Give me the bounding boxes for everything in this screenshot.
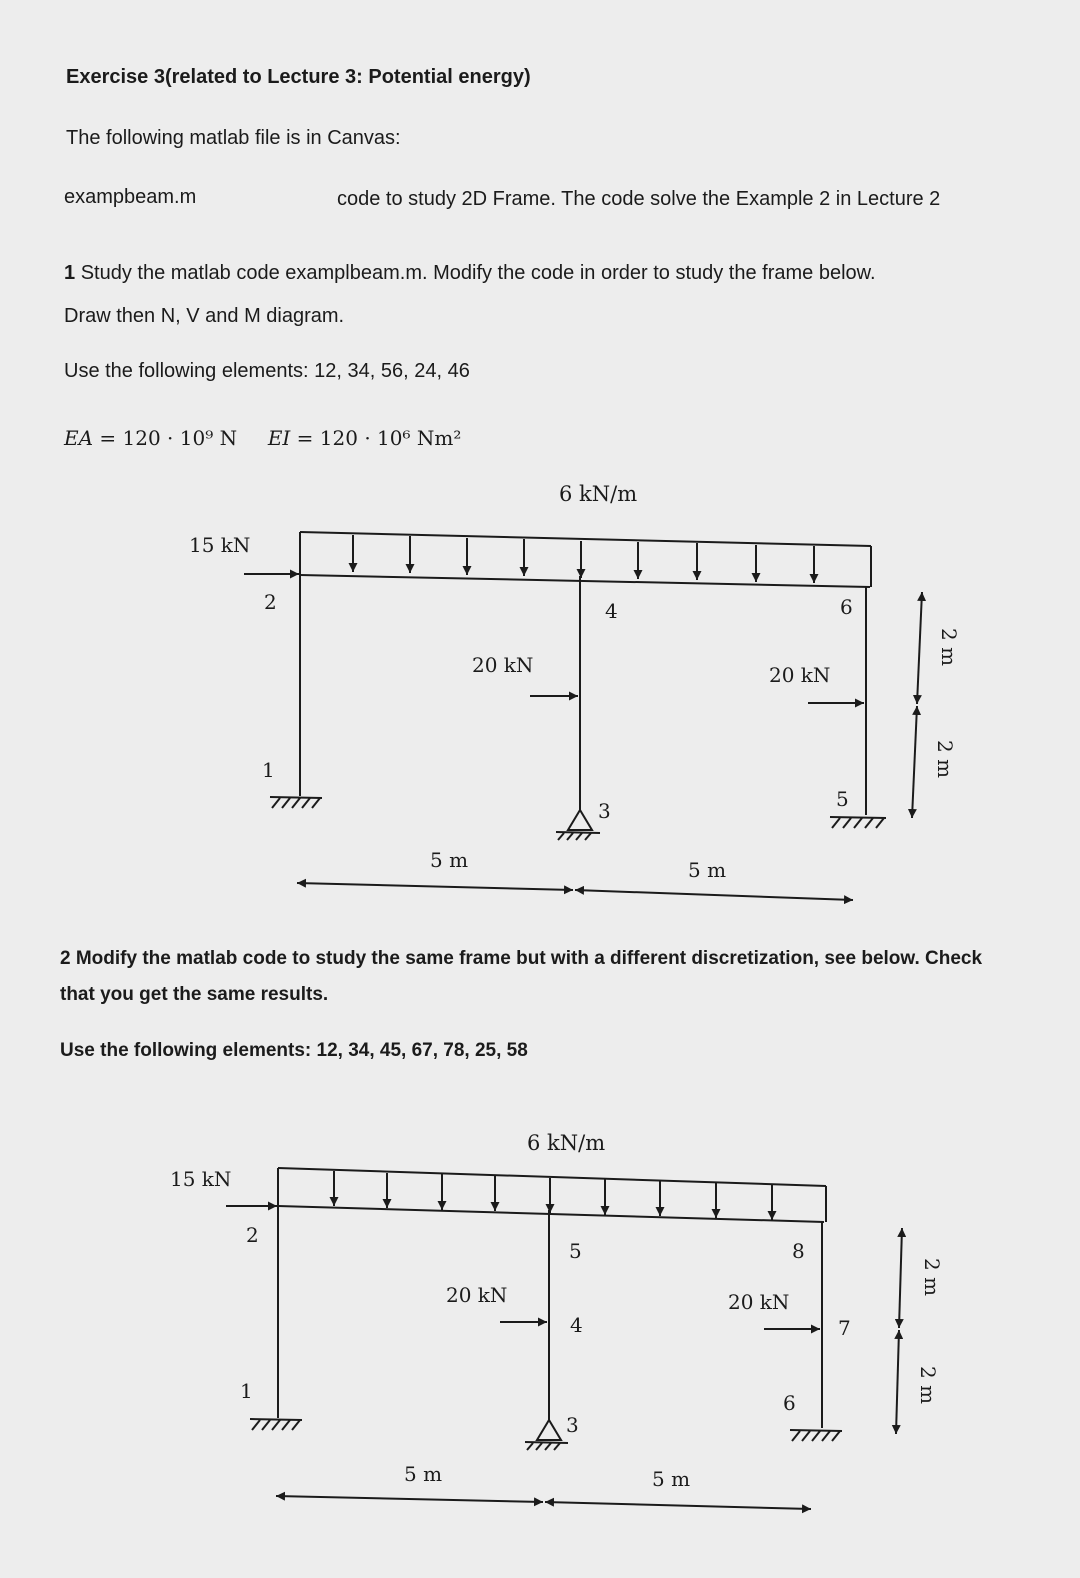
fig2-15kn-label: 15 kN [170, 1167, 232, 1191]
task1-number: 1 [64, 262, 76, 284]
fig1-height-top-label: 2 m [937, 628, 961, 667]
ei-symbol: EI [267, 426, 291, 450]
fig2-span-right-label: 5 m [652, 1467, 691, 1491]
fig1-span-left-label: 5 m [430, 848, 469, 872]
task2-text: Modify the matlab code to study the same frame but with a different discretization, see below. Check [75, 948, 983, 969]
fig2-pin-support-middle [525, 1420, 568, 1450]
exercise-title: Exercise 3(related to Lecture 3: Potential energy) [66, 66, 531, 88]
fig1-node-2: 2 [264, 590, 277, 614]
fig1-15kn-label: 15 kN [189, 533, 251, 557]
fig1-span-right-label: 5 m [688, 858, 727, 882]
fig2-20kn-right-label: 20 kN [728, 1290, 790, 1314]
file-description: code to study 2D Frame. The code solve the Example 2 in Lecture 2 [337, 188, 941, 210]
task2-line2: that you get the same results. [60, 984, 329, 1005]
fig2-span-left-label: 5 m [404, 1462, 443, 1486]
task1-line2: Draw then N, V and M diagram. [64, 305, 345, 327]
fig1-height-bottom-label: 2 m [933, 740, 957, 779]
fig1-udl-label: 6 kN/m [559, 482, 638, 506]
fig1-node-4: 4 [605, 599, 618, 623]
fig1-node-1: 1 [262, 758, 275, 782]
fig2-span-left-dim [276, 1496, 543, 1502]
fig2-span-right-dim [545, 1502, 811, 1509]
fig2-height-bottom-dim [896, 1330, 899, 1434]
task1-elements: Use the following elements: 12, 34, 56, 24, 46 [64, 360, 470, 382]
fig2-height-bottom-label: 2 m [916, 1366, 940, 1405]
fig2-node-1: 1 [240, 1379, 253, 1403]
fig2-20kn-left-label: 20 kN [446, 1283, 508, 1307]
fig2-height-top-label: 2 m [920, 1258, 944, 1297]
fig2-node-2: 2 [246, 1223, 259, 1247]
fig2-udl-label: 6 kN/m [527, 1131, 606, 1155]
intro-text: The following matlab file is in Canvas: [66, 127, 401, 149]
fig2-fixed-support-left [250, 1419, 302, 1430]
fig2-node-7: 7 [838, 1316, 851, 1340]
fig2-height-top-dim [899, 1228, 902, 1328]
fig2-node-8: 8 [792, 1239, 805, 1263]
fig1-node-6: 6 [840, 595, 853, 619]
ea-value: = 120 · 10⁹ N [99, 426, 238, 450]
fig2-node-5: 5 [569, 1239, 582, 1263]
fig2-distributed-load-arrows [334, 1171, 772, 1220]
fig2-node-4: 4 [570, 1313, 583, 1337]
fig1-node-5: 5 [836, 787, 849, 811]
fig2-node-6: 6 [783, 1391, 796, 1415]
ea-symbol: EA [64, 426, 94, 450]
ei-value: = 120 · 10⁶ Nm² [296, 426, 462, 450]
fig2-node-3: 3 [566, 1413, 579, 1437]
fig1-node-3: 3 [598, 799, 611, 823]
task2-number: 2 [60, 948, 71, 969]
task2-elements: Use the following elements: 12, 34, 45, 67, 78, 25, 58 [60, 1040, 528, 1061]
fig1-20kn-left-label: 20 kN [472, 653, 534, 677]
fig2-load-top [278, 1168, 826, 1186]
fig1-20kn-right-label: 20 kN [769, 663, 831, 687]
file-name: exampbeam.m [64, 186, 197, 208]
task1-text: Study the matlab code examplbeam.m. Modify the code in order to study the frame below. [80, 262, 876, 284]
fig2-fixed-support-right [790, 1430, 842, 1441]
